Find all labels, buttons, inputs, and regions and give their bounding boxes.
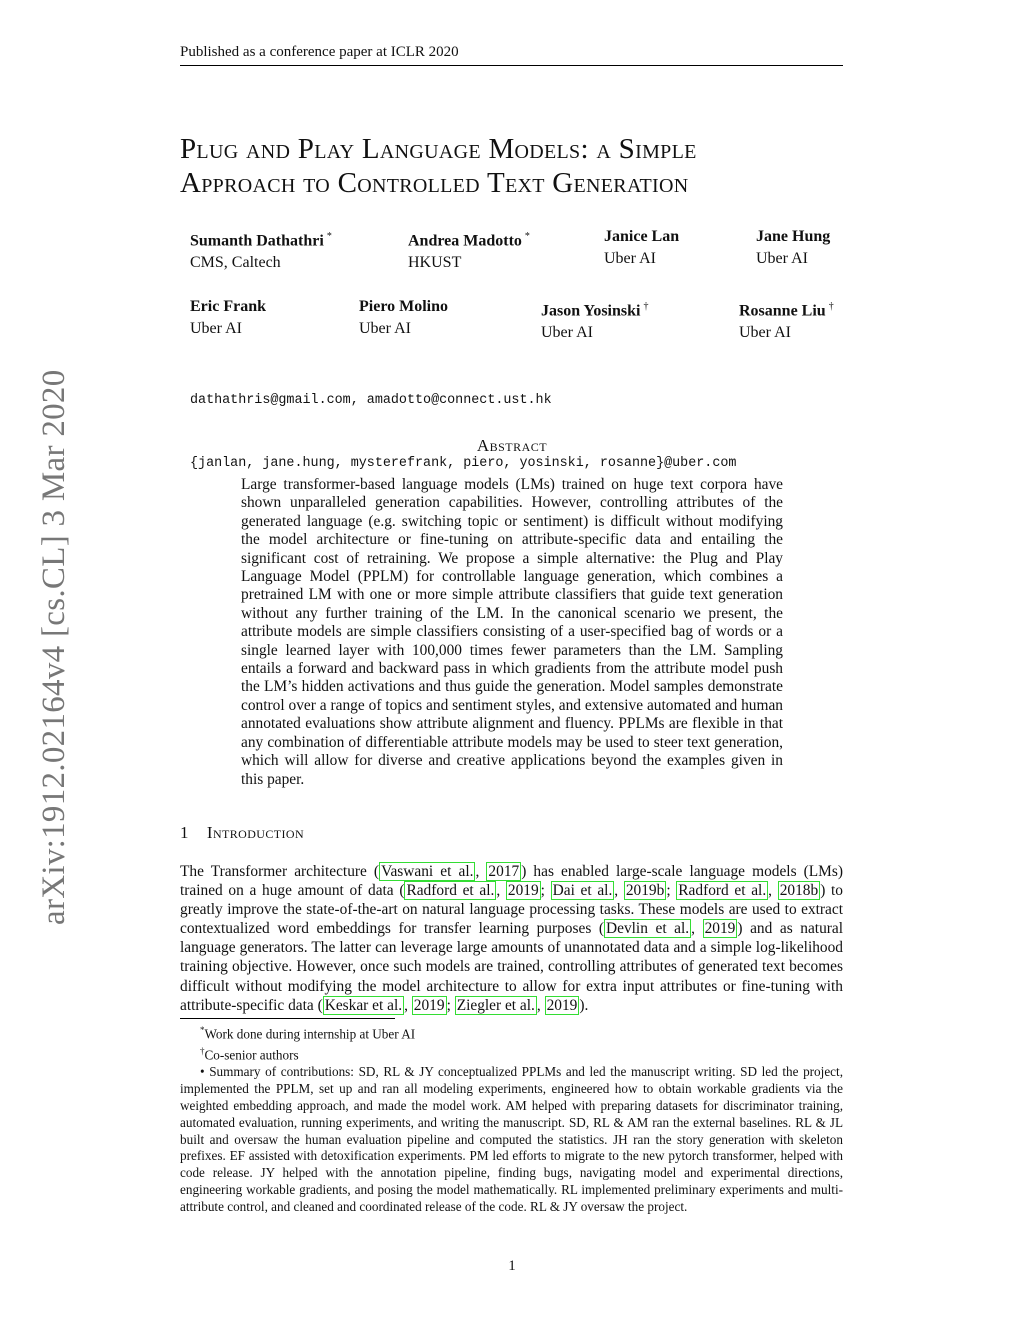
header-rule xyxy=(180,65,843,66)
footnote-mark: * xyxy=(200,1025,205,1035)
citation-year-link[interactable]: 2019 xyxy=(413,996,445,1014)
footnotes xyxy=(180,1022,843,1216)
citation-year-link[interactable]: 2017 xyxy=(488,863,520,880)
author-block xyxy=(541,296,648,344)
footnote-rule xyxy=(180,1018,395,1019)
author-name: Sumanth Dathathri xyxy=(190,232,324,250)
citation-link[interactable]: Ziegler et al. xyxy=(456,996,535,1014)
author-affiliation: HKUST xyxy=(408,254,462,272)
intro-text: ) and as natural language generators. The latter can leverage large amounts of unannotated data and a simple log-likelihood training objective. However, once such models are trained, controlling attributes of generated text becomes difficult without modifying the model architecture to allow for extra input attributes or fine-tuning with attribute-specific data ( xyxy=(180,920,843,1014)
running-header: Published as a conference paper at ICLR 2020 xyxy=(180,44,459,60)
title-line-1: Plug and Play Language Models: a Simple xyxy=(180,133,697,165)
section-title: Introduction xyxy=(206,823,305,842)
intro-text: The Transformer architecture ( xyxy=(180,863,380,880)
footnote-text: Work done during internship at Uber AI xyxy=(204,1026,416,1042)
citation-year-link[interactable]: 2019 xyxy=(704,920,736,938)
author-emails xyxy=(190,348,736,495)
arxiv-stamp: arXiv:1912.02164v4 [cs.CL] 3 Mar 2020 xyxy=(36,369,72,925)
abstract-text: Large transformer-based language models (LMs) trained on huge text corpora have shown unparalleled generation capabilities. However, controlling attributes of the generated language (e.g. switching topic or sentiment) is difficult without modifying the model architecture or fine-tuning on attribute-specific data and entailing the significant cost of retraining. We propose a simple alternative: the Plug and Play Language Model (PPLM) for controllable language generation, which combines a pretrained LM with one or more simple attribute classifiers that guide text generation without any further training of the LM. In the canonical scenario we present, the attribute models are simple classifiers consisting of a user-specified bag of words or a single learned layer with 100,000 times fewer parameters than the LM. Sampling entails a forward and backward pass in which gradients from the attribute model push the LM’s hidden activations and thus guide the generation. Model samples demonstrate control over a range of topics and sentiment styles, and extensive automated and human annotated evaluations show attribute alignment and fluency. PPLMs are flexible in that any combination of differentiable attribute models may be used to steer text generation, which will allow for diverse and creative applications beyond the examples given in this paper. xyxy=(241,476,783,788)
author-block xyxy=(408,226,530,274)
intro-text: ) has enabled large-scale language models (LMs) trained on a huge amount of data ( xyxy=(180,863,843,900)
title-line-2: Approach to Controlled Text Generation xyxy=(180,167,689,199)
footnote-mark: † xyxy=(200,1046,205,1057)
author-name: Piero Molino xyxy=(359,298,449,315)
author-block xyxy=(190,296,266,340)
email-line-2: {janlan, jane.hung, mysterefrank, piero, yosinski, rosanne}@uber.com xyxy=(190,456,737,471)
citation-year-link[interactable]: 2018b xyxy=(779,882,819,900)
author-affiliation: Uber AI xyxy=(756,250,808,267)
author-mark: * xyxy=(524,231,530,242)
footnote-1 xyxy=(180,1022,843,1043)
citation-link[interactable]: Vaswani et al. xyxy=(381,863,474,880)
author-name: Jane Hung xyxy=(756,228,831,245)
citation-year-link[interactable]: 2019 xyxy=(546,996,578,1014)
section-number: 1 xyxy=(180,823,189,842)
author-affiliation: CMS, Caltech xyxy=(190,254,281,272)
author-affiliation: Uber AI xyxy=(604,250,656,267)
citation-year-link[interactable]: 2019 xyxy=(507,882,539,900)
footnote-text: Co-senior authors xyxy=(204,1047,299,1063)
author-affiliation: Uber AI xyxy=(359,320,411,337)
intro-text: ). xyxy=(579,996,589,1014)
section-heading-introduction xyxy=(180,823,304,843)
citation-link[interactable]: Keskar et al. xyxy=(324,996,403,1014)
author-name: Janice Lan xyxy=(604,228,680,245)
author-block xyxy=(739,296,834,344)
introduction-paragraph: The Transformer architecture ( Vaswani et al. , 2017 ) has enabled large-scale language models (LMs) trained on a huge amount of data ( Radford et al. , 2019 ; Dai et al. , 2019b ; Radford et al. , 2018b ) to greatly improve the state-of-the-art on natural language processing tasks. These models are used to extract contextualized word embeddings for transfer learning purposes ( Devlin et al. , 2019 ) and as natural language generators. The latter can leverage large amounts of unannotated data and a simple log-likelihood training objective. However, once such models are trained, controlling attributes of generated text becomes difficult without modifying the model architecture to allow for extra input attributes or fine-tuning with attribute-specific data ( Keskar et al. , 2019 ; Ziegler et al. , 2019 ). xyxy=(180,863,843,1014)
author-name: Eric Frank xyxy=(190,298,266,315)
citation-link[interactable]: Dai et al. xyxy=(552,882,613,900)
author-affiliation: Uber AI xyxy=(739,324,791,342)
author-mark: * xyxy=(326,231,332,242)
email-line-1: dathathris@gmail.com, amadotto@connect.ust.hk xyxy=(190,393,552,408)
page-number: 1 xyxy=(508,1258,516,1274)
author-affiliation: Uber AI xyxy=(541,324,593,342)
citation-link[interactable]: Radford et al. xyxy=(406,882,495,900)
citation-year-link[interactable]: 2019b xyxy=(625,882,665,900)
author-name: Andrea Madotto xyxy=(408,232,522,250)
author-affiliation: Uber AI xyxy=(190,320,242,337)
author-block xyxy=(190,226,332,274)
paper-title xyxy=(180,132,880,200)
footnote-3: • Summary of contributions: SD, RL & JY conceptualized PPLMs and led the manuscript writing. SD led the project, implemented the PPLM, set up and ran all modeling experiments, engineered how to obtain workable gradients via the weighted embedding approach, and made the model work. AM helped with preparing datasets for discriminator training, automated evaluation, running experiments, and writing the manuscript. SD, RL & AM ran the external baselines. RL & JL built and oversaw the human evaluation pipeline and computed the statistics. JH ran the story generation with skeleton prefixes. EF assisted with detoxification experiments. PM led efforts to migrate to the new pytorch transformer, helped with code release. JY helped with the annotation pipeline, finding bugs, navigating model and experimental directions, engineering workable gradients, and posing the model mathematically. RL implemented preliminary experiments and multi-attribute control, and cleaned and coordinated release of the code. RL & JY oversaw the project. xyxy=(180,1064,843,1214)
footnote-2 xyxy=(180,1043,843,1064)
citation-link[interactable]: Devlin et al. xyxy=(606,920,690,938)
citation-link[interactable]: Radford et al. xyxy=(678,882,767,900)
author-block xyxy=(756,226,830,270)
author-mark: † xyxy=(828,301,834,312)
author-block xyxy=(359,296,448,340)
intro-text: ) to greatly improve the state-of-the-art on natural language processing tasks. These models are used to extract contextualized word embeddings for transfer learning purposes ( xyxy=(180,882,843,938)
author-mark: † xyxy=(643,301,649,312)
author-block xyxy=(604,226,679,270)
abstract-heading: Abstract xyxy=(476,436,548,455)
author-name: Rosanne Liu xyxy=(739,302,826,320)
author-name: Jason Yosinski xyxy=(541,302,641,320)
